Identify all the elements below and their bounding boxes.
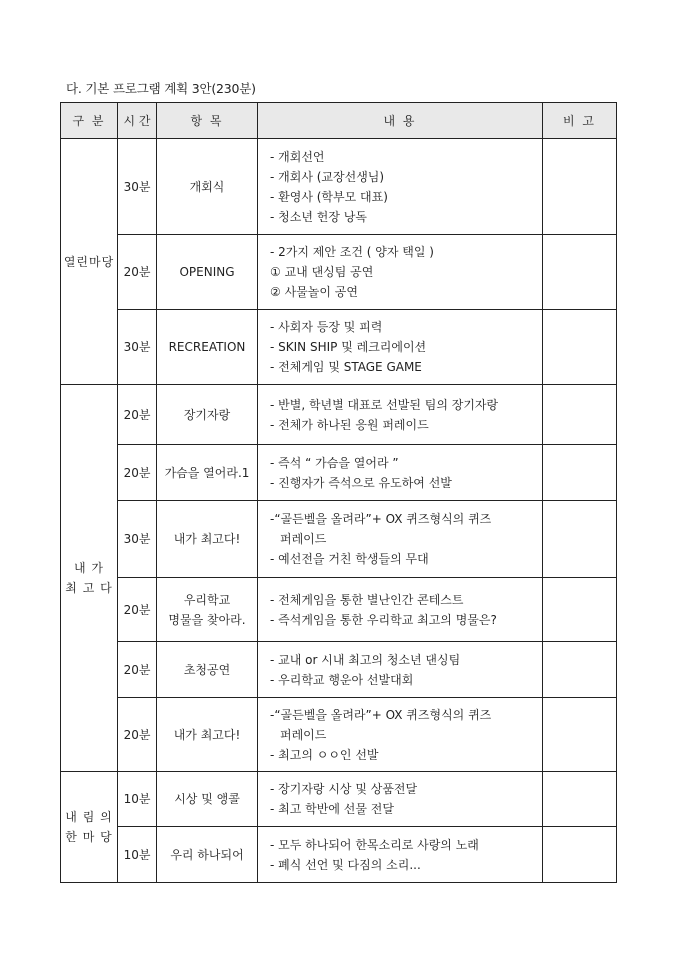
table-row bbox=[61, 827, 617, 883]
content-cell bbox=[258, 772, 543, 827]
content-line: - 전체게임 및 STAGE GAME bbox=[270, 360, 422, 374]
content-cell bbox=[258, 445, 543, 501]
content-line: - 진행자가 즉석으로 유도하여 선발 bbox=[270, 475, 452, 490]
content-cell bbox=[258, 310, 543, 385]
table-row bbox=[61, 698, 617, 772]
item-cell: 내가 최고다! bbox=[157, 501, 258, 578]
time-cell: 30분 bbox=[118, 310, 157, 385]
content-line: - 전체가 하나된 응원 퍼레이드 bbox=[270, 417, 429, 432]
table-row bbox=[61, 445, 617, 501]
table-row bbox=[61, 235, 617, 310]
content-line: 퍼레이드 bbox=[280, 532, 327, 546]
content-line: - 즉석 “ 가슴을 열어라 ” bbox=[270, 455, 399, 470]
content-line: - 전체게임을 통한 별난인간 콘테스트 bbox=[270, 592, 464, 607]
time-cell: 20분 bbox=[118, 385, 157, 445]
header-row bbox=[61, 103, 617, 139]
table-body bbox=[61, 139, 617, 883]
content-line: ② 사물놀이 공연 bbox=[270, 285, 358, 299]
item-cell: 우리 하나되어 bbox=[157, 827, 258, 883]
remarks-cell bbox=[543, 501, 617, 578]
time-cell: 20분 bbox=[118, 578, 157, 642]
time-cell: 20분 bbox=[118, 698, 157, 772]
time-cell: 30분 bbox=[118, 501, 157, 578]
time-cell: 20분 bbox=[118, 235, 157, 310]
content-line: - 예선전을 거친 학생들의 무대 bbox=[270, 552, 429, 566]
time-cell: 10분 bbox=[118, 772, 157, 827]
time-cell: 20분 bbox=[118, 445, 157, 501]
document-title: 다. 기본 프로그램 계획 3안(230분) bbox=[66, 81, 256, 96]
remarks-cell bbox=[543, 698, 617, 772]
content-cell bbox=[258, 385, 543, 445]
header-content: 내 용 bbox=[258, 103, 543, 139]
item-cell: 초청공연 bbox=[157, 642, 258, 698]
content-line: -“골든벨을 올려라”+ OX 퀴즈형식의 퀴즈 bbox=[270, 707, 492, 722]
content-line: - 최고 학반에 선물 전달 bbox=[270, 802, 394, 816]
remarks-cell bbox=[543, 235, 617, 310]
content-cell bbox=[258, 139, 543, 235]
section-name: 열린마당 bbox=[61, 139, 118, 385]
content-cell bbox=[258, 827, 543, 883]
item-cell: OPENING bbox=[157, 235, 258, 310]
content-line: - 폐식 선언 및 다짐의 소리... bbox=[270, 857, 421, 872]
table-row bbox=[61, 772, 617, 827]
table-row bbox=[61, 578, 617, 642]
content-line: - 최고의 ㅇㅇ인 선발 bbox=[270, 747, 379, 762]
content-line: - 우리학교 행운아 선발대회 bbox=[270, 672, 414, 687]
remarks-cell bbox=[543, 772, 617, 827]
content-line: - 교내 or 시내 최고의 청소년 댄싱팀 bbox=[270, 652, 461, 667]
item-cell: 우리학교 명물을 찾아라. bbox=[157, 578, 258, 642]
content-line: - 반별, 학년별 대표로 선발된 팀의 장기자랑 bbox=[270, 397, 499, 412]
content-cell bbox=[258, 642, 543, 698]
table-row bbox=[61, 385, 617, 445]
table-row bbox=[61, 501, 617, 578]
remarks-cell bbox=[543, 642, 617, 698]
content-line: - 모두 하나되어 한목소리로 사랑의 노래 bbox=[270, 837, 479, 852]
item-cell: 시상 및 앵콜 bbox=[157, 772, 258, 827]
header-time: 시 간 bbox=[118, 103, 157, 139]
time-cell: 10분 bbox=[118, 827, 157, 883]
remarks-cell bbox=[543, 139, 617, 235]
table-row bbox=[61, 139, 617, 235]
content-line: - 개회사 (교장선생님) bbox=[270, 169, 385, 184]
item-cell: 내가 최고다! bbox=[157, 698, 258, 772]
content-line: - 환영사 (학부모 대표) bbox=[270, 189, 388, 204]
header-category: 구 분 bbox=[61, 103, 118, 139]
item-cell: 가슴을 열어라.1 bbox=[157, 445, 258, 501]
content-line: - 즉석게임을 통한 우리학교 최고의 명물은? bbox=[270, 612, 497, 627]
item-cell: 개회식 bbox=[157, 139, 258, 235]
header-remarks: 비 고 bbox=[543, 103, 617, 139]
content-line: 퍼레이드 bbox=[280, 727, 327, 742]
content-cell bbox=[258, 698, 543, 772]
table-row bbox=[61, 310, 617, 385]
section-name: 내 림 의 한 마 당 bbox=[61, 772, 118, 883]
content-line: -“골든벨을 올려라”+ OX 퀴즈형식의 퀴즈 bbox=[270, 512, 492, 526]
content-cell bbox=[258, 235, 543, 310]
item-cell: RECREATION bbox=[157, 310, 258, 385]
content-line: - SKIN SHIP 및 레크리에이션 bbox=[270, 340, 427, 354]
remarks-cell bbox=[543, 578, 617, 642]
item-cell: 장기자랑 bbox=[157, 385, 258, 445]
content-line: - 청소년 헌장 낭독 bbox=[270, 209, 367, 224]
program-table bbox=[60, 102, 617, 883]
header-item: 항 목 bbox=[157, 103, 258, 139]
remarks-cell bbox=[543, 385, 617, 445]
time-cell: 20분 bbox=[118, 642, 157, 698]
table-row bbox=[61, 642, 617, 698]
content-cell bbox=[258, 578, 543, 642]
remarks-cell bbox=[543, 827, 617, 883]
content-line: - 개회선언 bbox=[270, 149, 325, 164]
content-line: - 2가지 제안 조건 ( 양자 택일 ) bbox=[270, 245, 434, 259]
content-line: - 사회자 등장 및 피력 bbox=[270, 320, 383, 334]
content-line: ① 교내 댄싱팀 공연 bbox=[270, 265, 374, 279]
time-cell: 30분 bbox=[118, 139, 157, 235]
remarks-cell bbox=[543, 445, 617, 501]
content-line: - 장기자랑 시상 및 상품전달 bbox=[270, 782, 418, 796]
section-name: 내 가 최 고 다 bbox=[61, 385, 118, 772]
content-cell bbox=[258, 501, 543, 578]
remarks-cell bbox=[543, 310, 617, 385]
